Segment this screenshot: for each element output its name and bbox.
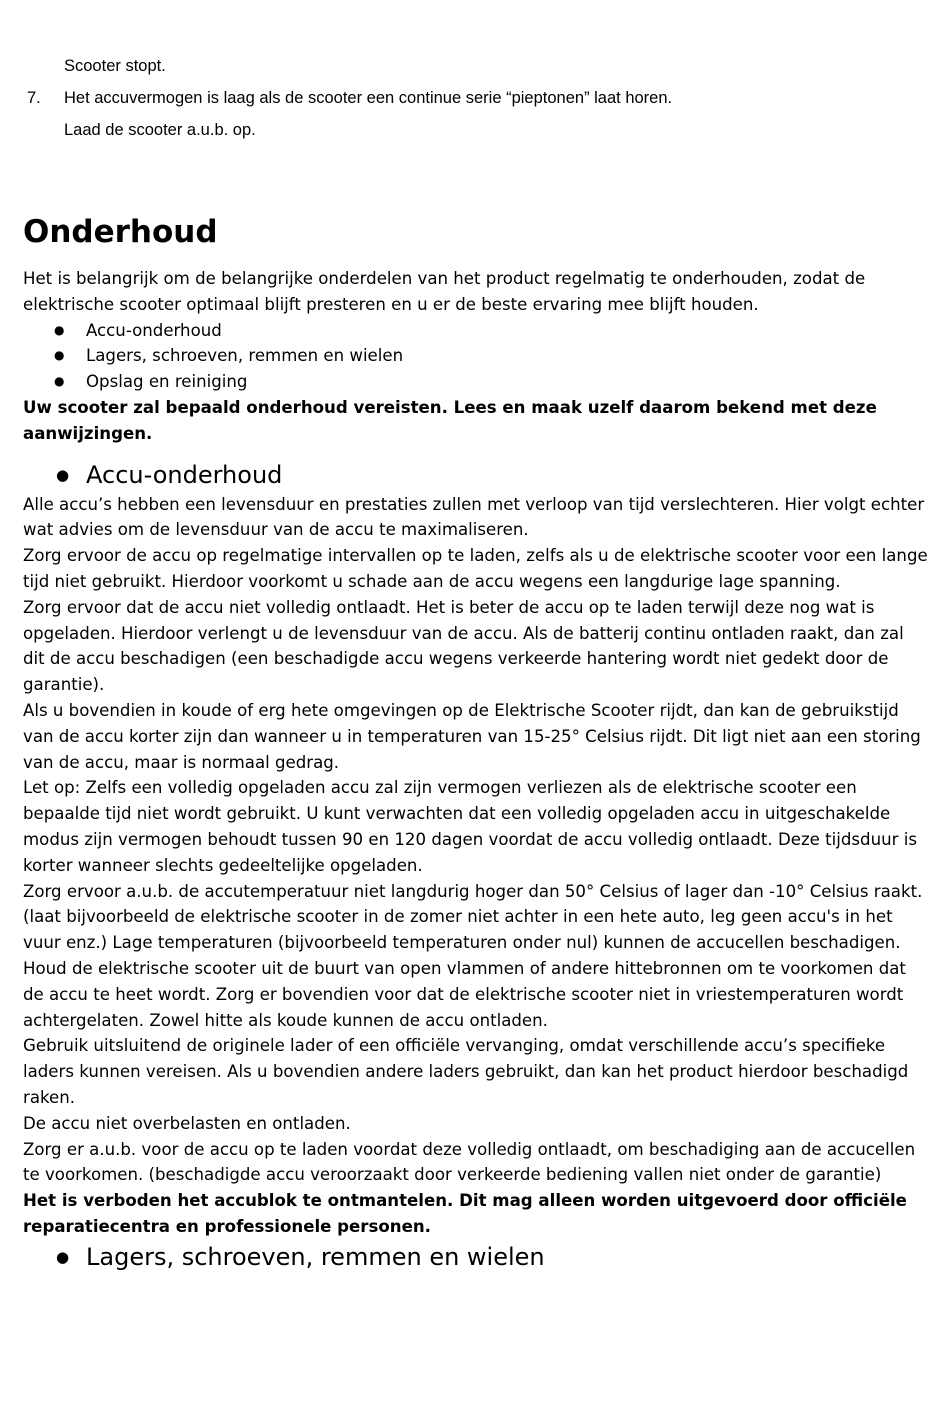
previous-line: Scooter stopt. [64, 57, 166, 75]
notice-text: Uw scooter zal bepaald onderhoud vereisten. Lees en maak uzelf daarom bekend met deze aanwijzingen. [23, 397, 877, 443]
paragraph: Let op: Zelfs een volledig opgeladen accu zal zijn vermogen verliezen als de elektrische scooter een bepaalde tijd niet wordt gebruikt. U kunt verwachten dat een volledig opgeladen accu in uitgeschakelde modus zijn vermogen behoudt tussen 90 en 120 dagen voordat de accu volledig ontlaadt. Deze tijdsduur is korter wanneer slechts gedeeltelijke opgeladen. [23, 778, 917, 875]
list-item: ● Lagers, schroeven, remmen en wielen [23, 343, 928, 369]
paragraph: De accu niet overbelasten en ontladen. [23, 1113, 351, 1133]
subheading-accu: ● Accu-onderhoud [23, 458, 928, 492]
paragraph: Zorg ervoor dat de accu niet volledig ontlaadt. Het is beter de accu op te laden terwijl deze nog wat is opgeladen. Hierdoor verlengt u de levensduur van de accu. Als de batterij continu ontladen raakt, dan zal dit de accu beschadigen (een beschadigde accu wegens verkeerde hantering wordt niet gedekt door de garantie). [23, 597, 904, 695]
subheading-lagers: ● Lagers, schroeven, remmen en wielen [23, 1240, 928, 1274]
list-item: ● Accu-onderhoud [23, 318, 928, 344]
list-number-7: 7. [27, 89, 41, 107]
paragraph: Gebruik uitsluitend de originele lader of een officiële vervanging, omdat verschillende accu’s specifieke laders kunnen vereisen. Als u bovendien andere laders gebruikt, dan kan het product hierdoor beschadigd raken. [23, 1036, 909, 1107]
topic-list [23, 318, 928, 395]
paragraph: Alle accu’s hebben een levensduur en prestaties zullen met verloop van tijd verslechteren. Hier volgt echter wat advies om de levensduur van de accu te maximaliseren. [23, 494, 925, 540]
section-body [23, 266, 928, 1274]
warning-text: Het is verboden het accublok te ontmantelen. Dit mag alleen worden uitgevoerd door officiële reparatiecentra en professionele personen. [23, 1191, 907, 1236]
paragraph: Houd de elektrische scooter uit de buurt van open vlammen of andere hittebronnen om te voorkomen dat de accu te heet wordt. Zorg er bovendien voor dat de elektrische scooter niet in vriestemperaturen wordt achtergelaten. Zowel hitte als koude kunnen de accu ontladen. [23, 958, 906, 1030]
section-title: Onderhoud [23, 214, 218, 250]
intro-paragraph: Het is belangrijk om de belangrijke onderdelen van het product regelmatig te onderhouden, zodat de elektrische scooter optimaal blijft presteren en u er de beste ervaring mee blijft houden. [23, 269, 866, 314]
paragraph: Als u bovendien in koude of erg hete omgevingen op de Elektrische Scooter rijdt, dan kan de gebruikstijd van de accu korter zijn dan wanneer u in temperaturen van 15-25° Celsius rijdt. Dit ligt niet aan een storing van de accu, maar is normaal gedrag. [23, 700, 921, 772]
list-item-7-continuation: Laad de scooter a.u.b. op. [64, 121, 256, 139]
paragraph: Zorg ervoor a.u.b. de accutemperatuur niet langdurig hoger dan 50° Celsius of lager dan -10° Celsius raakt. (laat bijvoorbeeld de elektrische scooter in de zomer niet achter in een hete auto, leg geen accu's in het vuur enz.) Lage temperaturen (bijvoorbeeld temperaturen onder nul) kunnen de accucellen beschadigen. [23, 881, 923, 953]
list-item-7-text: Het accuvermogen is laag als de scooter een continue serie “pieptonen” laat horen. [64, 89, 673, 107]
paragraph: Zorg ervoor de accu op regelmatige intervallen op te laden, zelfs als u de elektrische scooter voor een lange tijd niet gebruikt. Hierdoor voorkomt u schade aan de accu wegens een langdurige lage spanning. [23, 546, 928, 591]
list-item: ● Opslag en reiniging [23, 369, 928, 395]
paragraph: Zorg er a.u.b. voor de accu op te laden voordat deze volledig ontlaadt, om beschadiging aan de accucellen te voorkomen. (beschadigde accu veroorzaakt door verkeerde bediening vallen niet onder de garantie) [23, 1139, 916, 1185]
